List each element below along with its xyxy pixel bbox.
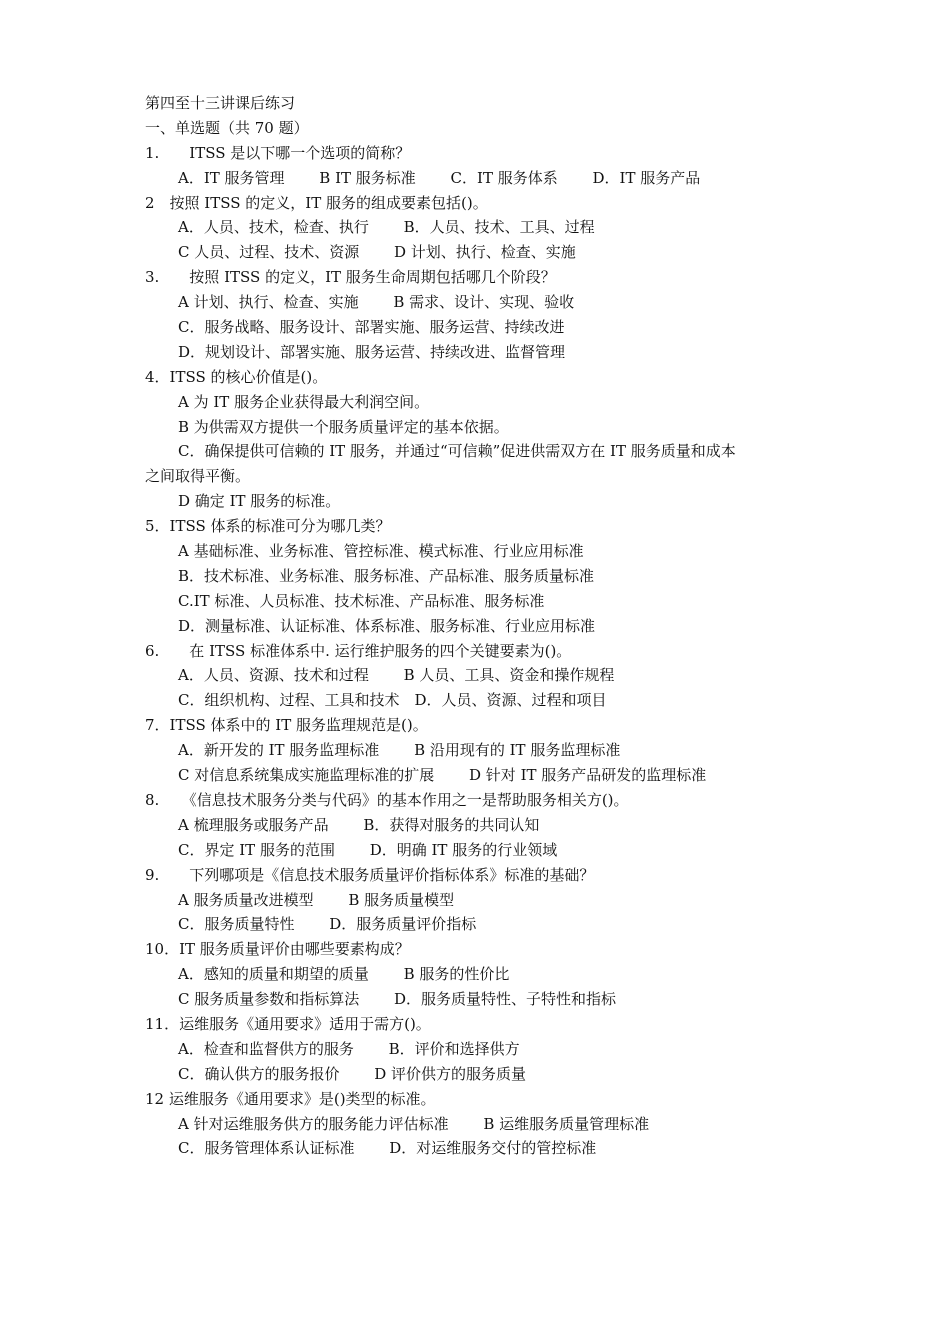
option-line: A 计划、执行、检查、实施 B 需求、设计、实现、验收 — [178, 293, 575, 312]
option-line: A 梳理服务或服务产品 B．获得对服务的共同认知 — [178, 815, 540, 834]
option-line: C 对信息系统集成实施监理标准的扩展 D 针对 IT 服务产品研发的监理标准 — [178, 766, 707, 785]
option-line: A 为 IT 服务企业获得最大利润空间。 — [178, 392, 430, 411]
option-line: B．技术标准、业务标准、服务标准、产品标准、服务质量标准 — [178, 566, 595, 585]
question-item — [145, 265, 815, 365]
option-line: A．IT 服务管理 B IT 服务标准 C．IT 服务体系 D．IT 服务产品 — [178, 168, 701, 187]
question-stem: 8. 《信息技术服务分类与代码》的基本作用之一是帮助服务相关方()。 — [145, 790, 629, 809]
question-stem: 6. 在 ITSS 标准体系中. 运行维护服务的四个关键要素为()。 — [145, 641, 572, 660]
question-item — [145, 863, 815, 938]
document-body — [145, 91, 815, 1161]
question-stem: 3. 按照 ITSS 的定义，IT 服务生命周期包括哪几个阶段？ — [145, 268, 556, 287]
option-line: D．规划设计、部署实施、服务运营、持续改进、监督管理 — [178, 342, 566, 361]
question-item — [145, 788, 815, 863]
option-line: A 基础标准、业务标准、管控标准、模式标准、行业应用标准 — [178, 542, 584, 561]
question-stem: 10．IT 服务质量评价由哪些要素构成？ — [145, 940, 410, 959]
question-item — [145, 514, 815, 638]
question-stem: 1. ITSS 是以下哪一个选项的简称？ — [145, 143, 411, 162]
option-line: A．新开发的 IT 服务监理标准 B 沿用现有的 IT 服务监理标准 — [178, 741, 621, 760]
option-line: C．服务战略、服务设计、部署实施、服务运营、持续改进 — [178, 318, 565, 337]
question-item — [145, 1012, 815, 1087]
option-line: C 人员、过程、技术、资源 D 计划、执行、检查、实施 — [178, 243, 576, 262]
question-stem: 11．运维服务《通用要求》适用于需方()。 — [145, 1014, 431, 1033]
option-line: C.IT 标准、人员标准、技术标准、产品标准、服务标准 — [178, 591, 545, 610]
question-stem: 9. 下列哪项是《信息技术服务质量评价指标体系》标准的基础？ — [145, 865, 595, 884]
option-line: D 确定 IT 服务的标准。 — [178, 492, 341, 511]
option-line: C．确保提供可信赖的 IT 服务，并通过“可信赖”促进供需双方在 IT 服务质量和成本 — [178, 442, 736, 461]
option-line: C．服务管理体系认证标准 D．对运维服务交付的管控标准 — [178, 1139, 597, 1158]
option-line: C．界定 IT 服务的范围 D．明确 IT 服务的行业领域 — [178, 840, 558, 859]
option-line: A．检查和监督供方的服务 B．评价和选择供方 — [178, 1039, 520, 1058]
question-stem: 2 按照 ITSS 的定义，IT 服务的组成要素包括()。 — [145, 193, 488, 212]
question-item — [145, 365, 815, 514]
question-stem: 12 运维服务《通用要求》是()类型的标准。 — [145, 1089, 436, 1108]
question-list — [145, 141, 815, 1162]
question-item — [145, 713, 815, 788]
option-line: C．组织机构、过程、工具和技术 D．人员、资源、过程和项目 — [178, 691, 607, 710]
question-item — [145, 141, 815, 191]
option-line: A．感知的质量和期望的质量 B 服务的性价比 — [178, 965, 510, 984]
option-line: A．人员、资源、技术和过程 B 人员、工具、资金和操作规程 — [178, 666, 615, 685]
question-item — [145, 191, 815, 266]
option-line: D．测量标准、认证标准、体系标准、服务标准、行业应用标准 — [178, 616, 596, 635]
section-heading: 一、单选题（共 70 题） — [145, 118, 309, 137]
option-line: B 为供需双方提供一个服务质量评定的基本依据。 — [178, 417, 509, 436]
question-stem: 5．ITSS 体系的标准可分为哪几类？ — [145, 517, 391, 536]
question-stem: 7．ITSS 体系中的 IT 服务监理规范是()。 — [145, 716, 428, 735]
option-line: A．人员、技术，检查、执行 B．人员、技术、工具、过程 — [178, 218, 595, 237]
question-item — [145, 1087, 815, 1162]
option-line: A 针对运维服务供方的服务能力评估标准 B 运维服务质量管理标准 — [178, 1114, 650, 1133]
option-line: C．服务质量特性 D．服务质量评价指标 — [178, 915, 477, 934]
question-item — [145, 639, 815, 714]
question-stem: 4．ITSS 的核心价值是()。 — [145, 367, 328, 386]
option-continuation: 之间取得平衡。 — [145, 467, 251, 486]
question-item — [145, 937, 815, 1012]
document-title: 第四至十三讲课后练习 — [145, 94, 296, 112]
option-line: C．确认供方的服务报价 D 评价供方的服务质量 — [178, 1064, 527, 1083]
option-line: A 服务质量改进模型 B 服务质量模型 — [178, 890, 455, 909]
option-line: C 服务质量参数和指标算法 D．服务质量特性、子特性和指标 — [178, 990, 617, 1009]
